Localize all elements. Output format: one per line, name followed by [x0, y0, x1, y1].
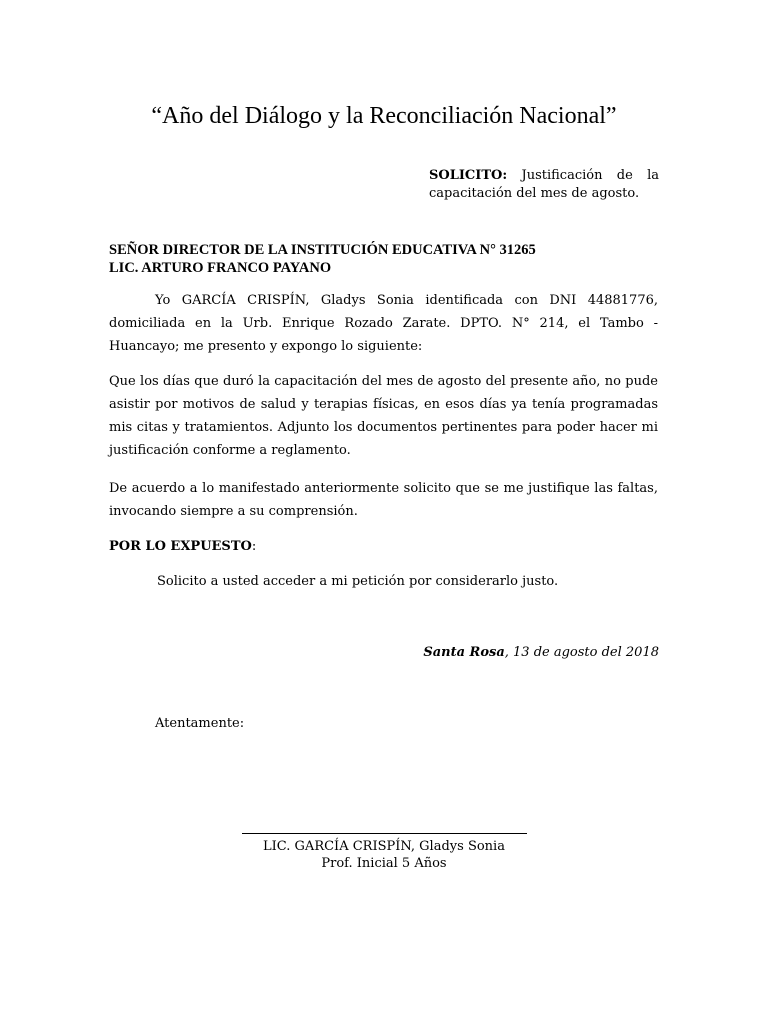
request-sentence: Solicito a usted acceder a mi petición por considerarlo justo. — [157, 574, 559, 589]
addressee-line-1: SEÑOR DIRECTOR DE LA INSTITUCIÓN EDUCATIVA N° 31265 — [109, 242, 536, 258]
subject-label: SOLICITO: — [429, 168, 508, 183]
signer-role: Prof. Inicial 5 Años — [321, 856, 447, 871]
subject-block — [429, 167, 659, 203]
intro-paragraph: Yo GARCÍA CRISPÍN, Gladys Sonia identificada con DNI 44881776, domiciliada en la Urb. Enrique Rozado Zarate. DPTO. N° 214, el Tambo - Huancayo; me presento y expongo lo siguiente: — [109, 293, 658, 354]
date-text: , 13 de agosto del 2018 — [504, 645, 659, 660]
date-place: Santa Rosa — [423, 645, 505, 660]
addressee-block — [109, 241, 669, 277]
year-motto-heading: “Año del Diálogo y la Reconciliación Nacional” — [151, 103, 617, 129]
signature-line — [242, 833, 527, 834]
addressee-line-2: LIC. ARTURO FRANCO PAYANO — [109, 260, 332, 276]
signer-name: LIC. GARCÍA CRISPÍN, Gladys Sonia — [263, 839, 505, 854]
expuesto-heading — [109, 537, 256, 557]
expuesto-colon: : — [251, 539, 257, 554]
closing-salutation: Atentamente: — [155, 716, 245, 731]
reason-paragraph: Que los días que duró la capacitación del mes de agosto del presente año, no pude asistir por motivos de salud y terapias físicas, en esos días ya tenía programadas mis citas y tratamientos. Adjunto los documentos pertinentes para poder hacer mi justificación conforme a reglamento. — [109, 374, 658, 458]
request-justification-paragraph: De acuerdo a lo manifestado anteriormente solicito que se me justifique las faltas, invocando siempre a su comprensión. — [109, 481, 658, 519]
expuesto-label: POR LO EXPUESTO — [109, 539, 252, 554]
subject-text: Justificación de la capacitación del mes de agosto. — [429, 168, 659, 201]
date-line — [423, 643, 659, 663]
